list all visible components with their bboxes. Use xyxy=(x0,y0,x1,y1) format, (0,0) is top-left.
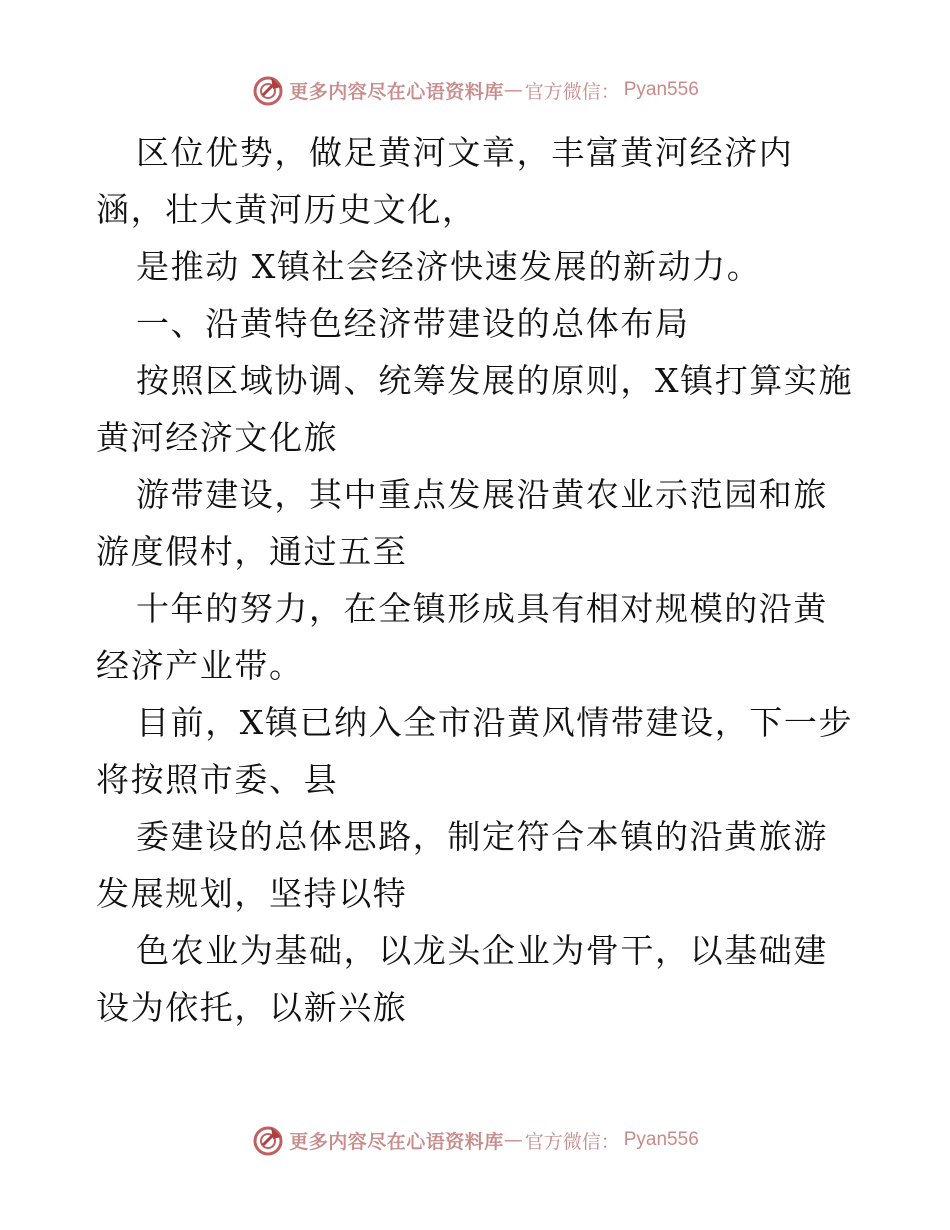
watermark-id: Pyan556 xyxy=(623,79,699,100)
paragraph: 目前，X镇已纳入全市沿黄风情带建设，下一步将按照市委、县 xyxy=(96,703,854,799)
watermark-separator: — xyxy=(503,79,523,101)
watermark-text: 更多内容尽在心语资料库 xyxy=(289,1130,504,1153)
watermark-label: 官方微信： xyxy=(524,80,620,103)
watermark-id: Pyan556 xyxy=(623,1129,699,1150)
section-heading: 一、沿黄特色经济带建设的总体布局 xyxy=(136,304,690,343)
document-body xyxy=(96,124,856,1036)
paragraph: 游带建设，其中重点发展沿黄农业示范园和旅游度假村，通过五至 xyxy=(96,475,828,571)
logo-icon xyxy=(251,1123,285,1157)
logo-icon xyxy=(251,73,285,107)
header-watermark xyxy=(0,70,950,110)
paragraph: 十年的努力，在全镇形成具有相对规模的沿黄经济产业带。 xyxy=(96,589,828,685)
paragraph: 按照区域协调、统筹发展的原则，X镇打算实施黄河经济文化旅 xyxy=(96,361,854,457)
paragraph: 委建设的总体思路，制定符合本镇的沿黄旅游发展规划，坚持以特 xyxy=(96,817,828,913)
watermark-separator: — xyxy=(503,1129,523,1151)
paragraph: 区位优势，做足黄河文章，丰富黄河经济内涵，壮大黄河历史文化， xyxy=(96,133,794,229)
paragraph: 是推动 X镇社会经济快速发展的新动力。 xyxy=(136,247,762,286)
paragraph: 色农业为基础，以龙头企业为骨干，以基础建设为依托，以新兴旅 xyxy=(96,931,828,1027)
footer-watermark xyxy=(0,1120,950,1160)
watermark-text: 更多内容尽在心语资料库 xyxy=(289,80,504,103)
watermark-label: 官方微信： xyxy=(524,1130,620,1153)
